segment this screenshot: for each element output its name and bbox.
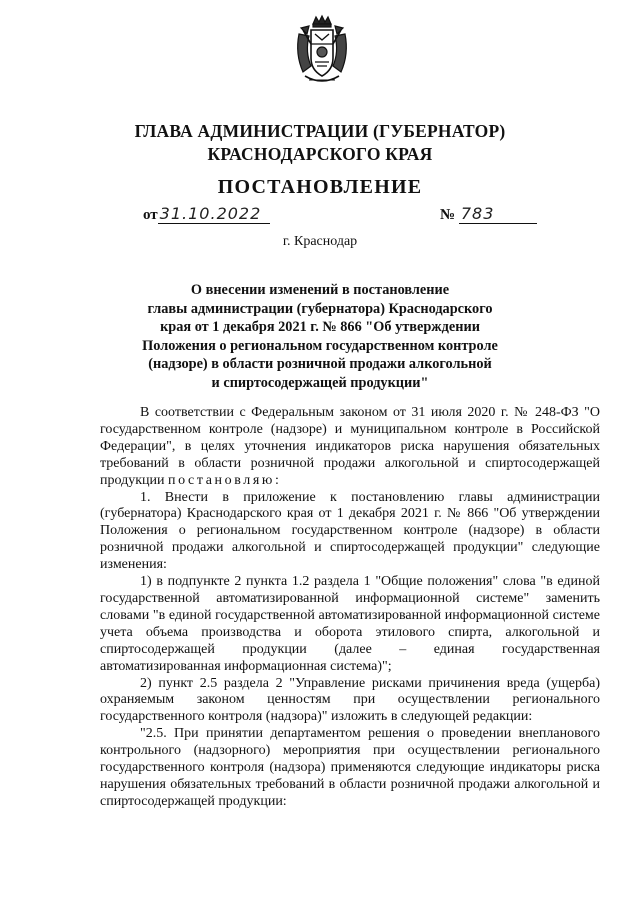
document-number: 783 (459, 204, 537, 224)
document-date: 31.10.2022 (158, 204, 270, 224)
title-line: Положения о региональном государственном контроле (142, 337, 498, 354)
date-prefix: от (143, 207, 158, 223)
document-body (100, 405, 600, 811)
body-paragraph: "2.5. При принятии департаментом решения о проведении внепланового контрольного (надзорного) мероприятия при осуществлении регионального государственного контроля (надзора) применяются следующие индикаторы риска нарушения обязательных требований в области розничной продажи алкогольной и спиртосодержащей продукции: (100, 726, 600, 809)
title-line: края от 1 декабря 2021 г. № 866 "Об утверждении (160, 319, 480, 336)
body-paragraph: 1) в подпункте 2 пункта 1.2 раздела 1 "Общие положения" слова "в единой государственной автоматизированной информационной системе" заменить словами "в единой государственной автоматизированной информационной системе учета объема производства и оборота этилового спирта, алкогольной и спиртосодержащей продукции (далее – единая государственная автоматизированная информационная система)"; (100, 574, 600, 674)
body-paragraph-preamble (100, 405, 600, 490)
title-line: О внесении изменений в постановление (190, 282, 450, 298)
document-title (120, 281, 520, 393)
city: г. Краснодар (282, 234, 358, 249)
preamble-text: В соответствии с Федеральным законом от 31 июля 2020 г. № 248-ФЗ "О государственном контроле (надзоре) и муниципальном контроле в Российской Федерации", в целях уточнения индикаторов риска нарушения обязательных требований в области розничной продажи алкогольной и спиртосодержащей продукции (100, 405, 600, 488)
decree-word: постановляю: (168, 472, 282, 488)
title-line: главы администрации (губернатора) Краснодарского (147, 300, 493, 317)
title-line: (надзоре) в области розничной продажи алкогольной (148, 356, 492, 373)
authority-title-line1: ГЛАВА АДМИНИСТРАЦИИ (ГУБЕРНАТОР) (134, 121, 506, 141)
body-paragraph: 1. Внести в приложение к постановлению главы администрации (губернатора) Краснодарского края от 1 декабря 2021 г. № 866 "Об утверждении Положения о региональном государственном контроле (надзоре) в области розничной продажи алкогольной и спиртосодержащей продукции" следующие изменения: (100, 489, 600, 573)
date-line (143, 204, 270, 224)
authority-title-line2: КРАСНОДАРСКОГО КРАЯ (207, 144, 433, 164)
number-prefix: № (440, 207, 456, 223)
number-line (440, 204, 537, 224)
body-paragraph: 2) пункт 2.5 раздела 2 "Управление рисками причинения вреда (ущерба) охраняемым законом ценностям при осуществлении регионального государственного контроля (надзора)" изложить в следующей редакции: (100, 675, 600, 725)
title-line: и спиртосодержащей продукции" (211, 374, 429, 391)
document-type: ПОСТАНОВЛЕНИЕ (217, 176, 423, 198)
coat-of-arms-icon (293, 14, 351, 88)
